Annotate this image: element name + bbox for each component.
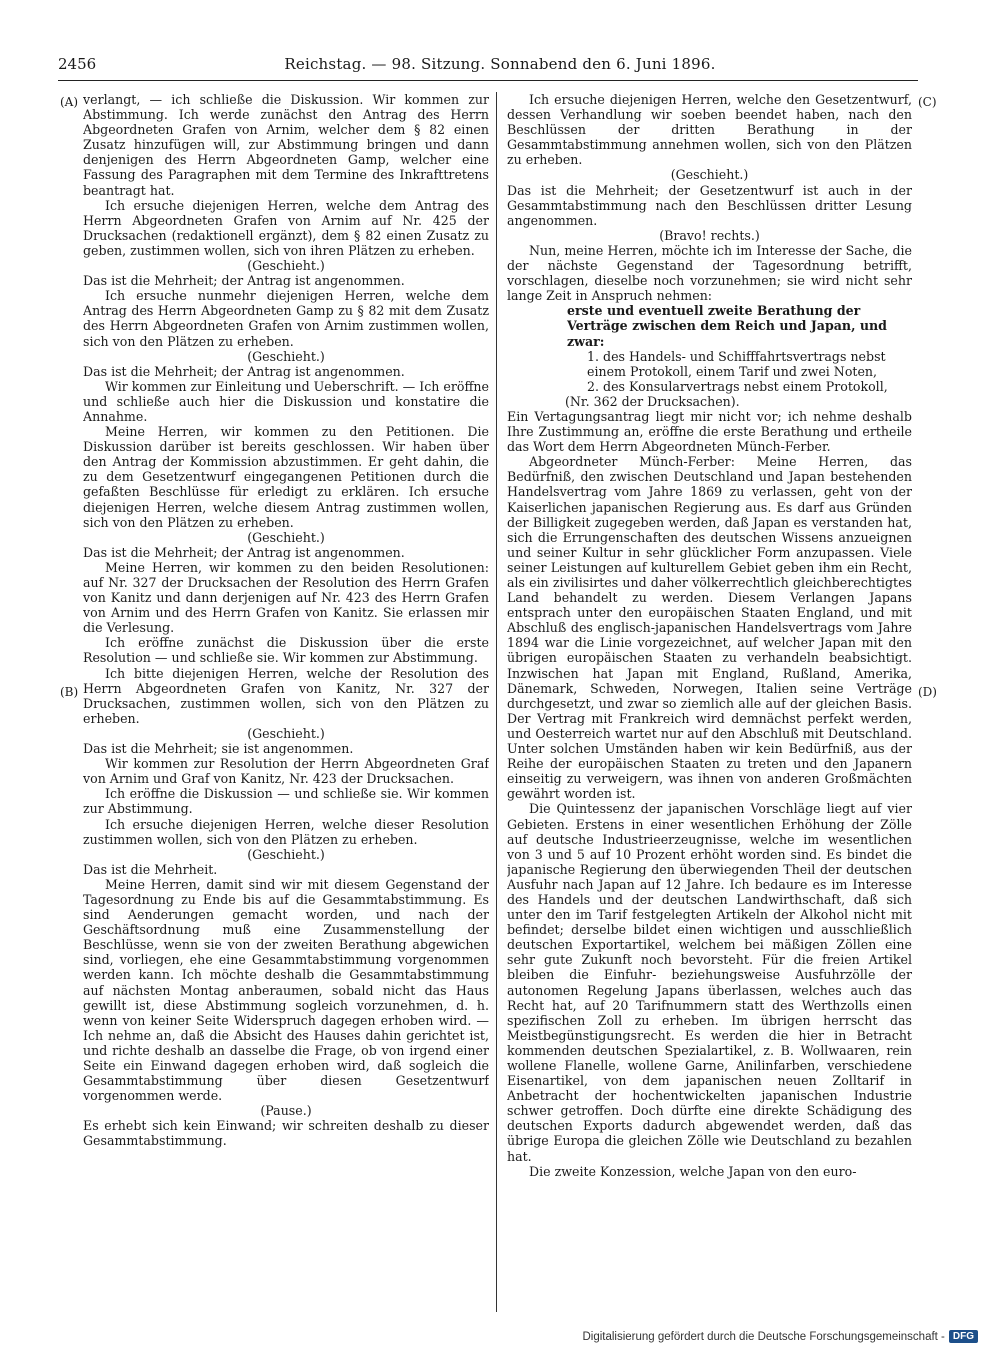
agenda-subitem: 2. des Konsularvertrags nebst einem Protokoll,: [587, 378, 888, 394]
paragraph: Es erhebt sich kein Einwand; wir schreiten deshalb zu dieser Gesammtabstimmung.: [83, 1118, 489, 1149]
paragraph: Meine Herren, wir kommen zu den beiden Resolutionen: auf Nr. 327 der Drucksachen der Resolution des Herrn Grafen von Kanitz und dann derjenigen auf Nr. 423 des Herrn Grafen von Arnim und des Herrn Grafen von Kanitz. Sie erlassen mir die Verlesung.: [83, 559, 489, 636]
paragraph: Das ist die Mehrheit; der Antrag ist angenommen.: [83, 544, 405, 560]
running-title: Reichstag. — 98. Sitzung. Sonnabend den 6. Juni 1896.: [284, 55, 716, 73]
paragraph: Ich ersuche diejenigen Herren, welche dieser Resolution zustimmen wollen, sich von den Plätzen zu erheben.: [83, 816, 489, 847]
paragraph: Wir kommen zur Resolution der Herrn Abgeordneten Graf von Arnim und Graf von Kanitz, Nr. 423 der Drucksachen.: [83, 756, 489, 787]
stage-direction: (Pause.): [260, 1103, 312, 1119]
paragraph: Die Quintessenz der japanischen Vorschläge liegt auf vier Gebieten. Erstens in einer wesentlichen Erhöhung der Zölle auf deutsche Industrieerzeugnisse, welche im wesentlichen von 3 und 5 auf 10 Prozent erhöht worden sind. Es bindet die japanische Regierung den überwiegenden Theil der deutschen Ausfuhr nach Japan auf 12 Jahre. Ich bedaure es im Interesse des Handels und der deutschen Landwirthschaft, daß sich unter den im Tarif festgelegten Artikeln der Alkohol nicht mit befindet; derselbe bildet einen wichtigen und ausschließlich deutschen Exportartikel, welchem bei mäßigen Zöllen eine sehr gute Zukunft noch bevorsteht. Für die freien Artikel bleiben die Einfuhr- beziehungsweise Ausfuhrzölle der autonomen Regelung Japans überlassen, welches auch das Recht hat, auf 20 Tarifnummern statt des Werthzolls einen spezifischen Zoll zu erheben. Im übrigen herrscht das Meistbegünstigungsrecht. Es werden die hier in Betracht kommenden deutschen Spezialartikel, z. B. Wollwaaren, rein wollene Flanelle, wollene Garne, Anilinfarben, verschiedene Eisenartikel, von dem japanischen neuen Zolltarif in Anbetracht der hochentwickelten japanischen Industrie schwer getroffen. Doch dürfte eine direkte Schädigung des deutschen Exports dadurch abgewendet werden, daß das übrige Europa die gleichen Zölle wie Deutschland zu bezahlen hat.: [507, 801, 912, 1164]
paragraph: Das ist die Mehrheit; der Antrag ist angenommen.: [83, 273, 405, 289]
speech-paragraph: Abgeordneter Münch-Ferber: Meine Herren, das Bedürfniß, den zwischen Deutschland und Japan bestehenden Handelsvertrag vom Jahre 1869 zu verlassen, geht von der Kaiserlichen japanischen Regierung aus. Es darf aus Gründen der Billigkeit zugegeben werden, daß Japan es verstanden hat, sich die Errungenschaften des deutschen Wissens anzueignen und seiner Kultur in sehr glücklicher Form anzupassen. Viele seiner Leistungen auf kulturellem Gebiet geben ihm ein Recht, als ein zivilisirtes und daher völkerrechtlich gleichberechtigtes Land behandelt zu werden. Diesem Verlangen Japans entsprach unter den europäischen Staaten England, und mit Abschluß des englisch-japanischen Handelsvertrags vom Jahre 1894 war die Linie vorgezeichnet, auf welcher Japan mit den übrigen europäischen Staaten zu verhandeln beabsichtigt. Inzwischen hat Japan mit England, Rußland, Amerika, Dänemark, Schweden, Norwegen, Italien seine Verträge durchgesetzt, und zwar so ziemlich alle auf der gleichen Basis. Der Vertrag mit Frankreich wird demnächst perfekt werden, und Oesterreich wartet nur auf den Abschluß mit Deutschland. Unter solchen Umständen haben wir kein Bedürfniß, aus der Reihe der europäischen Staaten zu treten und den Japanern einseitig zu verweigern, was ihnen von anderen Großmächten gewährt worden ist.: [507, 454, 912, 802]
paragraph: Ein Vertagungsantrag liegt mir nicht vor; ich nehme deshalb Ihre Zustimmung an, eröffne die erste Berathung und ertheile das Wort dem Herrn Abgeordneten Münch-Ferber.: [507, 408, 912, 455]
stage-direction: (Geschieht.): [247, 725, 325, 741]
paragraph: Ich ersuche nunmehr diejenigen Herren, welche dem Antrag des Herrn Abgeordneten Gamp zu § 82 mit dem Zusatz des Herrn Abgeordneten Grafen von Arnim zustimmen wollen, sich von den Plätzen zu erheben.: [83, 288, 489, 349]
paragraph: Das ist die Mehrheit; sie ist angenommen.: [83, 741, 354, 757]
paragraph: Ich bitte diejenigen Herren, welche der Resolution des Herrn Abgeordneten Grafen von Kanitz, Nr. 327 der Drucksachen, zustimmen wollen, sich von den Plätzen zu erheben.: [83, 665, 489, 726]
paragraph: Das ist die Mehrheit; der Gesetzentwurf ist auch in der Gesammtabstimmung nach den Beschlüssen dritter Lesung angenommen.: [507, 182, 912, 228]
stage-direction: (Geschieht.): [247, 348, 325, 364]
stage-direction: (Geschieht.): [670, 167, 749, 183]
stage-direction: (Geschieht.): [247, 258, 325, 274]
margin-mark-d: (D): [918, 685, 937, 699]
stage-direction: (Bravo! rechts.): [659, 227, 760, 243]
margin-mark-a: (A): [60, 95, 79, 109]
paragraph: Die zweite Konzession, welche Japan von den euro-: [529, 1163, 857, 1179]
right-column: [507, 92, 912, 1322]
paragraph: Ich ersuche diejenigen Herren, welche dem Antrag des Herrn Abgeordneten Grafen von Arnim auf Nr. 425 der Drucksachen (redaktionell ergänzt), dem § 82 einen Zusatz zu geben, zustimmen wollen, sich von ihren Plätzen zu erheben.: [83, 197, 489, 258]
stage-direction: (Geschieht.): [247, 846, 325, 862]
paragraph: Das ist die Mehrheit.: [83, 861, 218, 877]
paragraph: Ich eröffne zunächst die Diskussion über die erste Resolution — und schließe sie. Wir kommen zur Abstimmung.: [83, 635, 489, 666]
stage-direction: (Geschieht.): [247, 529, 325, 545]
paragraph: Ich eröffne die Diskussion — und schließe sie. Wir kommen zur Abstimmung.: [83, 786, 489, 817]
paragraph: Ich ersuche diejenigen Herren, welche den Gesetzentwurf, dessen Verhandlung wir soeben beendet haben, nach den Beschlüssen der dritten Berathung in der Gesammtabstimmung annehmen wollen, sich von den Plätzen zu erheben.: [507, 92, 912, 168]
paragraph: verlangt, — ich schließe die Diskussion. Wir kommen zur Abstimmung. Ich werde zunächst den Antrag des Herrn Abgeordneten Grafen von Arnim, welcher dem § 82 einen Zusatz hinzufügen will, zur Abstimmung bringen und dann denjenigen des Herrn Abgeordneten Gamp, welcher eine Fassung des Paragraphen mit dem Termine des Inkrafttretens beantragt hat.: [83, 92, 489, 198]
page-number: 2456: [58, 55, 97, 73]
agenda-subitem: 1. des Handels- und Schifffahrtsvertrags nebst einem Protokoll, einem Tarif und zwei Noten,: [587, 348, 886, 379]
paragraph: Wir kommen zur Einleitung und Ueberschrift. — Ich eröffne und schließe auch hier die Diskussion und konstatire die Annahme.: [83, 378, 489, 424]
dfg-logo: DFG: [949, 1330, 978, 1343]
credit-text: Digitalisierung gefördert durch die Deutsche Forschungsgemeinschaft -: [582, 1330, 945, 1343]
document-reference: (Nr. 362 der Drucksachen).: [565, 393, 740, 409]
paragraph: Das ist die Mehrheit; der Antrag ist angenommen.: [83, 363, 405, 379]
margin-mark-c: (C): [918, 95, 937, 109]
paragraph: Nun, meine Herren, möchte ich im Interesse der Sache, die der nächste Gegenstand der Tagesordnung betrifft, vorschlagen, dieselbe noch vorzunehmen; sie wird nicht sehr lange Zeit in Anspruch nehmen:: [507, 242, 912, 304]
paragraph: Meine Herren, damit sind wir mit diesem Gegenstand der Tagesordnung zu Ende bis auf die Gesammtabstimmung. Es sind Aenderungen gemacht worden, und nach der Geschäftsordnung muß eine Zusammenstellung der Beschlüsse, wenn sie von der zweiten Berathung abgewichen sind, vorliegen, ehe eine Gesammtabstimmung vorgenommen werden kann. Ich möchte deshalb die Gesammtabstimmung auf nächsten Montag anberaumen, sobald nicht das Haus gewillt ist, diese Abstimmung sogleich vorzunehmen, d. h. wenn von keiner Seite Widerspruch dagegen erhoben wird. — Ich nehme an, daß die Absicht des Hauses dahin gerichtet ist, und richte deshalb an dasselbe die Frage, ob von irgend einer Seite ein Einwand dagegen erhoben wird, daß sogleich die Gesammtabstimmung über diesen Gesetzentwurf vorgenommen werde.: [83, 876, 489, 1104]
margin-mark-b: (B): [60, 685, 79, 699]
digitization-credit: [582, 1330, 978, 1343]
column-divider: [496, 92, 497, 1312]
agenda-item-heading: erste und eventuell zweite Berathung der Verträge zwischen dem Reich und Japan, und zwar:: [567, 303, 887, 349]
paragraph: Meine Herren, wir kommen zu den Petitionen. Die Diskussion darüber ist bereits geschlossen. Wir haben über den Antrag der Kommission abzustimmen. Er geht dahin, die zu dem Gesetzentwurf eingegangenen Petitionen durch die gefaßten Beschlüsse für erledigt zu erklären. Ich ersuche diejenigen Herren, welche diesem Antrag zustimmen wollen, sich von den Plätzen zu erheben.: [83, 424, 489, 530]
left-column: [83, 92, 489, 1322]
header-rule: [58, 80, 918, 81]
